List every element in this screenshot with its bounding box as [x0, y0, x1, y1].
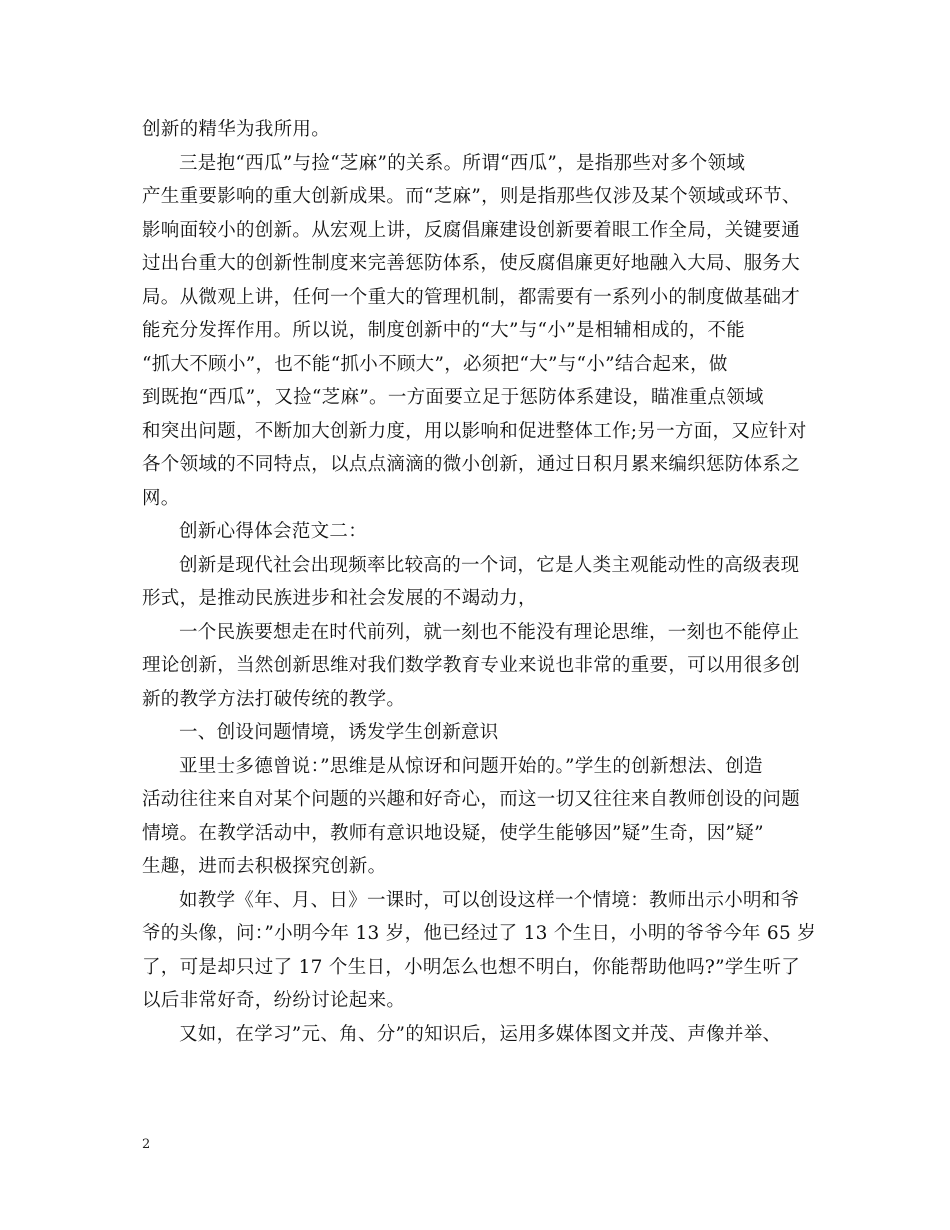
text-line: 网。: [142, 487, 180, 509]
page-number: 2: [142, 1137, 151, 1152]
text-line: 一、创设问题情境，诱发学生创新意识: [179, 722, 499, 743]
text-line: 和突出问题，不断加大创新力度，用以影响和促进整体工作;另一方面，又应针对: [142, 420, 807, 442]
text-line: 如教学《年、月、日》一课时，可以创设这样一个情境：教师出示小明和爷: [179, 889, 800, 911]
text-line: 情境。在教学活动中，教师有意识地设疑，使学生能够因”疑”生奇，因”疑”: [142, 822, 764, 844]
text-line: 能充分发挥作用。所以说，制度创新中的“大”与“小”是相辅相成的，不能: [142, 320, 746, 341]
text-line: 创新心得体会范文二：: [179, 521, 368, 542]
text-line: 生趣，进而去积极探究创新。: [142, 856, 387, 877]
text-line: 局。从微观上讲，任何一个重大的管理机制，都需要有一系列小的制度做基础才: [142, 286, 801, 308]
text-line: 创新的精华为我所用。: [142, 119, 331, 140]
text-line: 创新是现代社会出现频率比较高的一个词，它是人类主观能动性的高级表现: [179, 554, 800, 576]
text-line: “抓大不顾小”，也不能“抓小不顾大”，必须把“大”与“小”结合起来，做: [142, 353, 728, 375]
document-body: [142, 113, 817, 1051]
text-line: 新的教学方法打破传统的教学。: [142, 688, 406, 710]
text-line: 又如，在学习”元、角、分”的知识后，运用多媒体图文并茂、声像并举、: [179, 1023, 782, 1045]
text-line: 过出台重大的创新性制度来完善惩防体系，使反腐倡廉更好地融入大局、服务大: [142, 253, 801, 274]
text-line: 三是抱“西瓜”与捡“芝麻”的关系。所谓“西瓜”，是指那些对多个领域: [179, 152, 746, 174]
text-line: 以后非常好奇，纷纷讨论起来。: [142, 990, 406, 1011]
text-line: 到既抱“西瓜”，又捡“芝麻”。一方面要立足于惩防体系建设，瞄准重点领域: [142, 387, 764, 408]
text-line: 理论创新，当然创新思维对我们数学教育专业来说也非常的重要，可以用很多创: [142, 655, 801, 676]
text-line: 产生重要影响的重大创新成果。而“芝麻”，则是指那些仅涉及某个领域或环节、: [142, 186, 801, 207]
text-line: 形式，是推动民族进步和社会发展的不竭动力，: [142, 588, 537, 609]
text-line: 爷的头像，问：”小明今年 13 岁，他已经过了 13 个生日，小明的爷爷今年 65 岁: [142, 923, 817, 944]
text-line: 活动往往来自对某个问题的兴趣和好奇心，而这一切又往往来自教师创设的问题: [142, 789, 801, 810]
text-line: 各个领域的不同特点，以点点滴滴的微小创新，通过日积月累来编织惩防体系之: [142, 454, 801, 475]
text-line: 影响面较小的创新。从宏观上讲，反腐倡廉建设创新要着眼工作全局，关键要通: [142, 219, 801, 241]
text-line: 了，可是却只过了 17 个生日，小明怎么也想不明白，你能帮助他吗?”学生听了: [142, 956, 801, 978]
text-line: 一个民族要想走在时代前列，就一刻也不能没有理论思维，一刻也不能停止: [179, 621, 800, 643]
text-line: 亚里士多德曾说：”思维是从惊讶和问题开始的。”学生的创新想法、创造: [179, 755, 763, 777]
